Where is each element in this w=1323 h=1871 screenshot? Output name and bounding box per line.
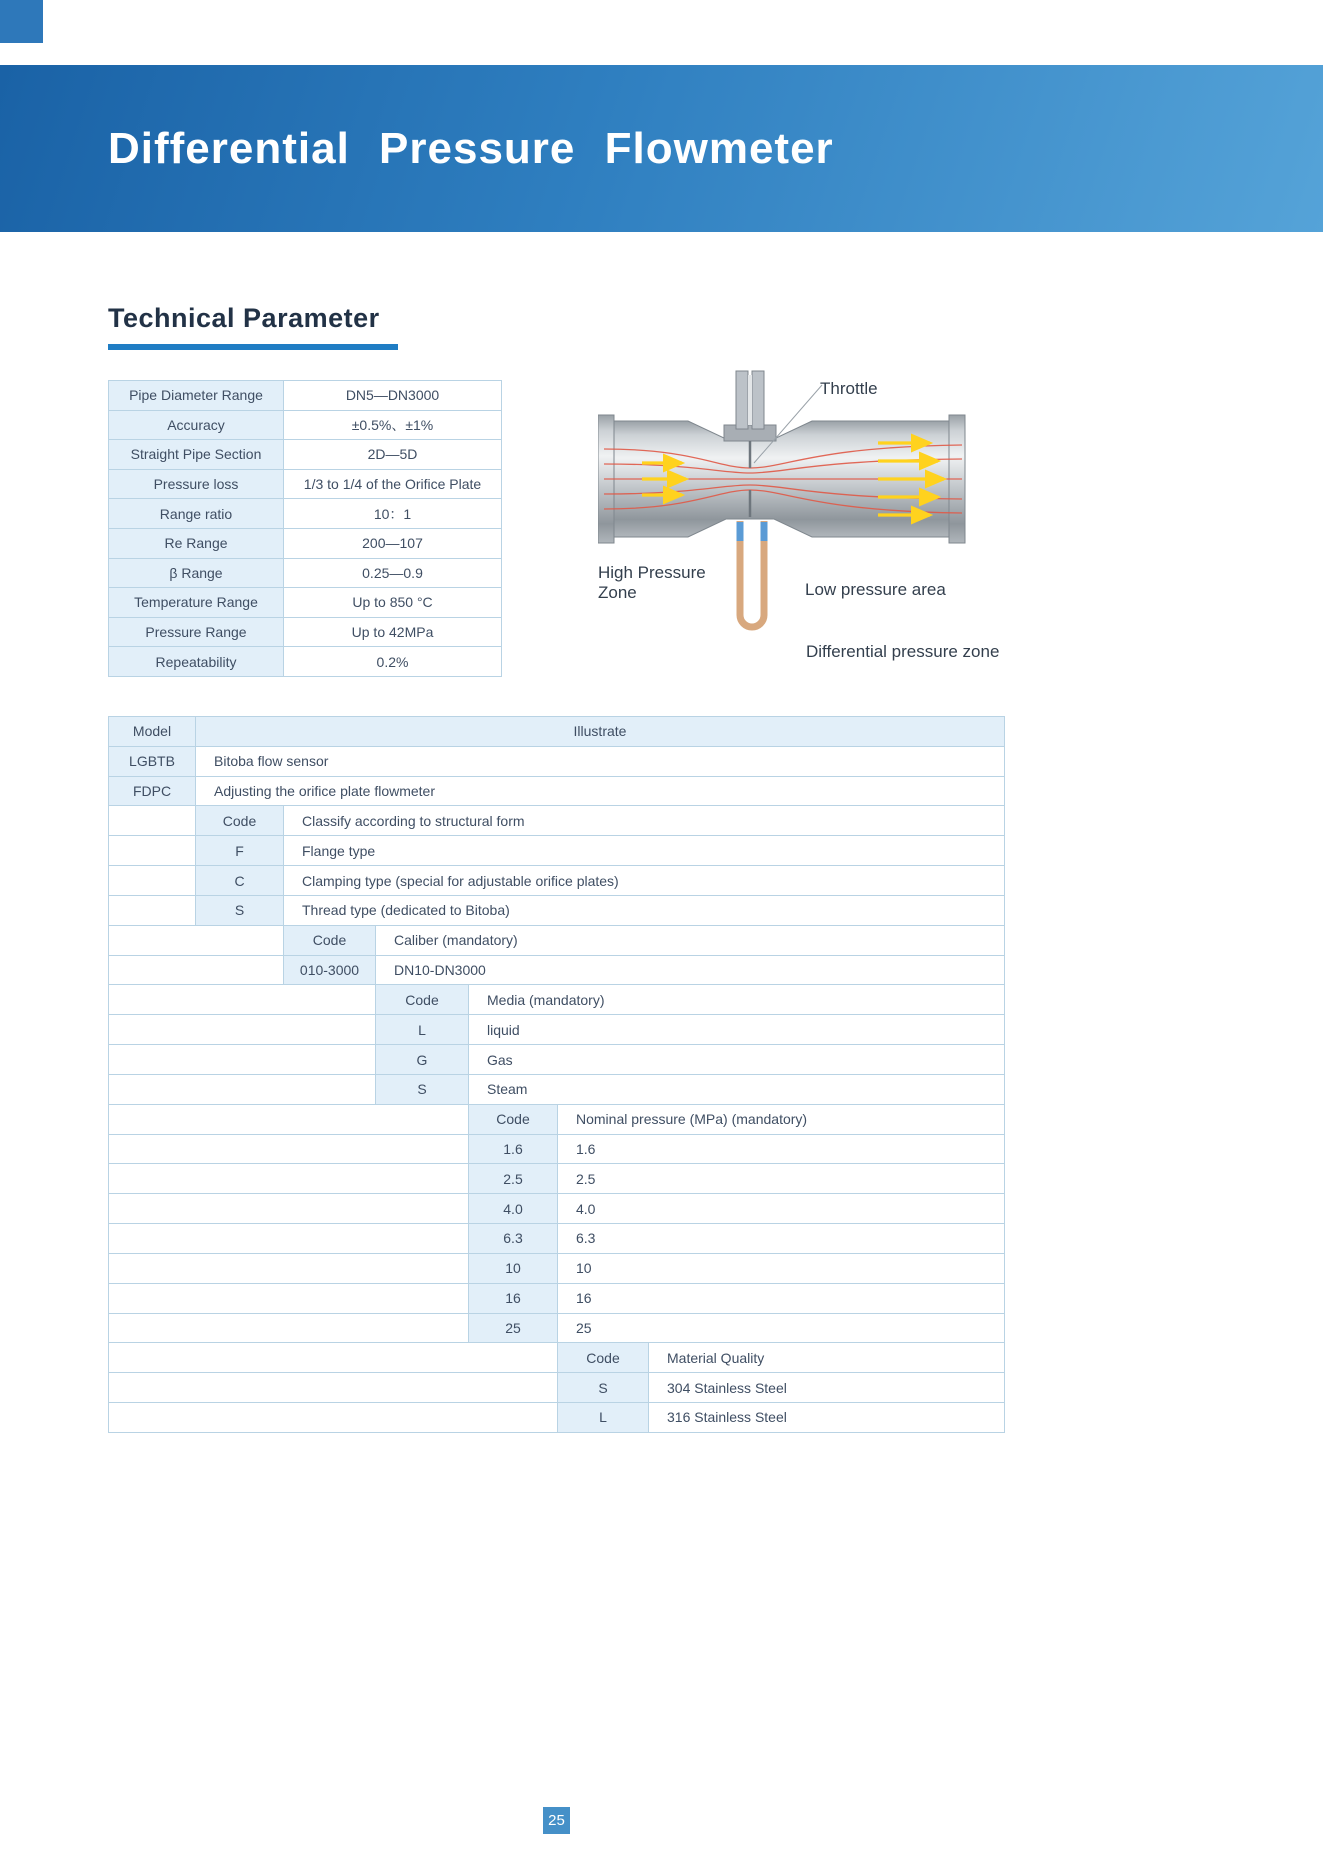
model-desc-cell: 16 [558,1284,1005,1314]
model-desc-cell: Gas [469,1045,1005,1075]
model-key-cell: 1.6 [469,1135,558,1165]
empty-cell [109,836,196,866]
model-desc-cell: 25 [558,1314,1005,1344]
empty-cell [109,806,196,836]
model-key-cell: 10 [469,1254,558,1284]
model-key-cell: 010-3000 [284,956,376,986]
empty-cell [109,926,284,956]
model-desc-cell: 2.5 [558,1164,1005,1194]
empty-cell [109,1075,376,1105]
model-desc-cell: 1.6 [558,1135,1005,1165]
title-banner [0,65,1323,232]
spec-value-cell: 0.2% [284,647,502,677]
model-desc-cell: Flange type [284,836,1005,866]
model-table [108,716,1005,1433]
spec-table [108,380,502,677]
model-table-row [109,956,1005,986]
empty-cell [109,866,196,896]
model-key-cell: Code [469,1105,558,1135]
spec-value-cell: 2D—5D [284,440,502,470]
flowmeter-diagram [598,365,1010,677]
spec-label-cell: Repeatability [109,647,284,677]
model-key-cell: FDPC [109,777,196,807]
model-table-row [109,1284,1005,1314]
model-table-row [109,777,1005,807]
model-table-row [109,985,1005,1015]
label-differential-pressure-zone: Differential pressure zone [806,642,1000,661]
empty-cell [109,896,196,926]
spec-value-cell: 0.25—0.9 [284,559,502,589]
model-table-row [109,1164,1005,1194]
spec-label-cell: Range ratio [109,499,284,529]
model-desc-cell: Classify according to structural form [284,806,1005,836]
model-key-cell: 4.0 [469,1194,558,1224]
empty-cell [109,1194,469,1224]
empty-cell [109,1314,469,1344]
empty-cell [109,985,376,1015]
model-table-row [109,1045,1005,1075]
spec-row [109,529,502,559]
spec-label-cell: Straight Pipe Section [109,440,284,470]
spec-label-cell: Temperature Range [109,588,284,618]
model-desc-cell: 10 [558,1254,1005,1284]
empty-cell [109,1284,469,1314]
model-desc-cell: Illustrate [196,717,1005,747]
model-desc-cell: Media (mandatory) [469,985,1005,1015]
model-table-row [109,896,1005,926]
model-key-cell: Model [109,717,196,747]
model-table-row [109,1075,1005,1105]
corner-decoration [0,0,43,43]
spec-label-cell: Accuracy [109,411,284,441]
empty-cell [109,1343,558,1373]
model-key-cell: G [376,1045,469,1075]
model-desc-cell: 316 Stainless Steel [649,1403,1005,1433]
spec-value-cell: 1/3 to 1/4 of the Orifice Plate [284,470,502,500]
model-key-cell: 2.5 [469,1164,558,1194]
model-desc-cell: Caliber (mandatory) [376,926,1005,956]
model-table-row [109,836,1005,866]
empty-cell [109,1135,469,1165]
model-table-row [109,1105,1005,1135]
model-desc-cell: Material Quality [649,1343,1005,1373]
empty-cell [109,1373,558,1403]
empty-cell [109,1164,469,1194]
spec-value-cell: 200—107 [284,529,502,559]
model-table-row [109,866,1005,896]
model-desc-cell: 6.3 [558,1224,1005,1254]
spec-row [109,647,502,677]
spec-row [109,588,502,618]
model-key-cell: S [558,1373,649,1403]
spec-row [109,381,502,411]
empty-cell [109,1015,376,1045]
model-desc-cell: DN10-DN3000 [376,956,1005,986]
model-key-cell: S [376,1075,469,1105]
model-key-cell: C [196,866,284,896]
model-desc-cell: Nominal pressure (MPa) (mandatory) [558,1105,1005,1135]
pipe-illustration [598,365,973,665]
model-table-row [109,1015,1005,1045]
model-key-cell: Code [376,985,469,1015]
spec-label-cell: Pressure Range [109,618,284,648]
spec-label-cell: Pressure loss [109,470,284,500]
model-key-cell: L [376,1015,469,1045]
model-desc-cell: Thread type (dedicated to Bitoba) [284,896,1005,926]
spec-row [109,440,502,470]
model-desc-cell: liquid [469,1015,1005,1045]
model-key-cell: LGBTB [109,747,196,777]
empty-cell [109,1254,469,1284]
model-table-row [109,1343,1005,1373]
model-desc-cell: 304 Stainless Steel [649,1373,1005,1403]
model-desc-cell: Adjusting the orifice plate flowmeter [196,777,1005,807]
model-table-row [109,717,1005,747]
model-desc-cell: Steam [469,1075,1005,1105]
model-table-row [109,1194,1005,1224]
model-key-cell: 25 [469,1314,558,1344]
model-table-row [109,1373,1005,1403]
model-desc-cell: Bitoba flow sensor [196,747,1005,777]
spec-row [109,470,502,500]
model-key-cell: Code [196,806,284,836]
spec-row [109,559,502,589]
model-table-row [109,1224,1005,1254]
model-table-row [109,806,1005,836]
spec-value-cell: Up to 42MPa [284,618,502,648]
label-low-pressure-area: Low pressure area [805,580,946,599]
spec-row [109,618,502,648]
empty-cell [109,1105,469,1135]
spec-row [109,499,502,529]
spec-row [109,411,502,441]
section-title: Technical Parameter [108,303,380,333]
empty-cell [109,956,284,986]
empty-cell [109,1224,469,1254]
empty-cell [109,1045,376,1075]
model-table-row [109,1403,1005,1433]
spec-value-cell: Up to 850 °C [284,588,502,618]
model-table-row [109,1314,1005,1344]
model-table-row [109,926,1005,956]
model-key-cell: L [558,1403,649,1433]
spec-label-cell: Pipe Diameter Range [109,381,284,411]
page-title: Differential Pressure Flowmeter [108,123,834,173]
spec-label-cell: β Range [109,559,284,589]
spec-value-cell: 10：1 [284,499,502,529]
model-key-cell: Code [284,926,376,956]
model-desc-cell: Clamping type (special for adjustable orifice plates) [284,866,1005,896]
model-key-cell: F [196,836,284,866]
spec-value-cell: DN5—DN3000 [284,381,502,411]
model-table-row [109,1135,1005,1165]
spec-label-cell: Re Range [109,529,284,559]
u-tube [740,521,764,627]
model-desc-cell: 4.0 [558,1194,1005,1224]
empty-cell [109,1403,558,1433]
page-number-badge: 25 [543,1807,570,1834]
section-underline [108,344,398,350]
model-key-cell: 16 [469,1284,558,1314]
model-table-row [109,1254,1005,1284]
model-key-cell: S [196,896,284,926]
model-key-cell: Code [558,1343,649,1373]
label-throttle: Throttle [820,379,878,398]
model-table-row [109,747,1005,777]
spec-value-cell: ±0.5%、±1% [284,411,502,441]
model-key-cell: 6.3 [469,1224,558,1254]
label-high-pressure-zone: High Pressure Zone [598,563,706,603]
